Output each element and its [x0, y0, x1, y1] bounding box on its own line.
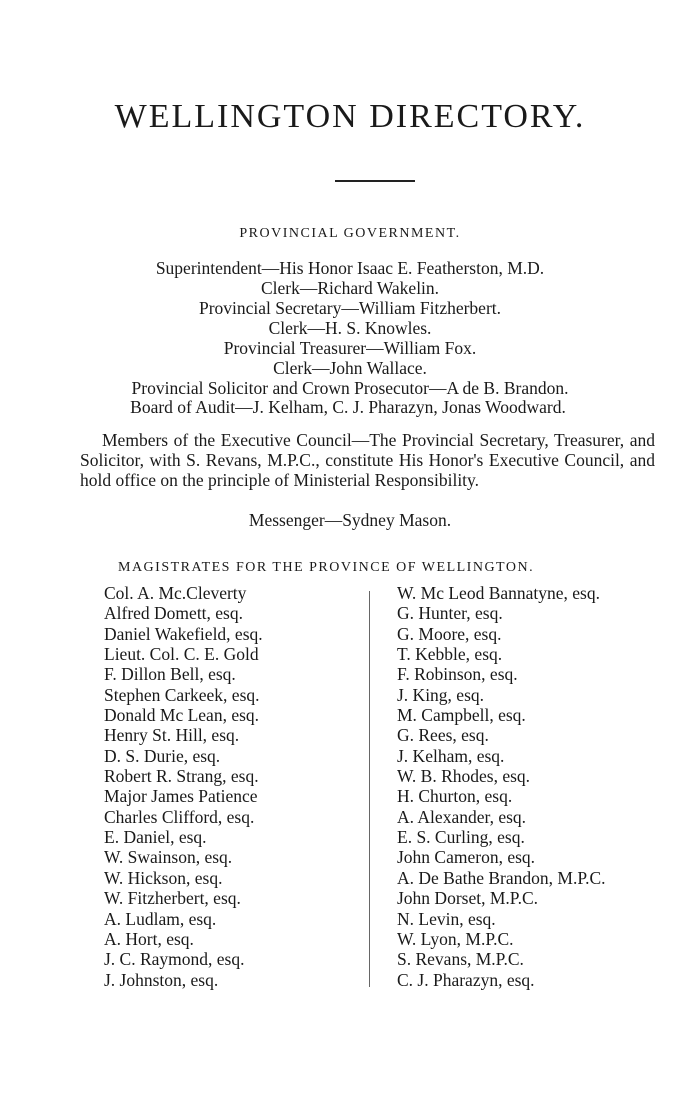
magistrate-entry: Alfred Domett, esq.	[104, 603, 243, 624]
magistrate-entry: S. Revans, M.P.C.	[397, 949, 524, 970]
superintendent-line: Superintendent—His Honor Isaac E. Featherston, M.D.	[155, 258, 545, 278]
magistrate-entry: John Dorset, M.P.C.	[397, 888, 538, 909]
magistrate-entry: W. Swainson, esq.	[104, 847, 233, 868]
magistrate-entry: A. Hort, esq.	[104, 928, 194, 949]
magistrate-entry: N. Levin, esq.	[397, 908, 496, 929]
magistrate-entry: F. Robinson, esq.	[397, 664, 518, 685]
page-title: WELLINGTON DIRECTORY.	[114, 98, 586, 135]
magistrate-entry: J. King, esq.	[397, 684, 485, 705]
board-of-audit-line: Board of Audit—J. Kelham, C. J. Pharazyn, Jonas Woodward.	[130, 397, 566, 417]
magistrate-entry: C. J. Pharazyn, esq.	[397, 969, 535, 990]
magistrate-entry: M. Campbell, esq.	[397, 705, 526, 726]
magistrate-entry: W. Hickson, esq.	[104, 867, 223, 888]
magistrate-entry: D. S. Durie, esq.	[104, 745, 221, 766]
provincial-treasurer-line: Provincial Treasurer—William Fox.	[223, 338, 477, 358]
magistrate-entry: W. Mc Leod Bannatyne, esq.	[397, 583, 600, 603]
magistrate-entry: Col. A. Mc.Cleverty	[104, 583, 247, 603]
magistrate-entry: F. Dillon Bell, esq.	[104, 664, 236, 685]
magistrate-entry: H. Churton, esq.	[397, 786, 513, 807]
magistrate-entry: T. Kebble, esq.	[397, 644, 503, 665]
magistrate-entry: J. Kelham, esq.	[397, 745, 505, 766]
magistrate-entry: W. Lyon, M.P.C.	[397, 928, 514, 949]
magistrate-entry: G. Hunter, esq.	[397, 603, 503, 624]
magistrate-entry: A. De Bathe Brandon, M.P.C.	[397, 867, 606, 888]
superintendent-clerk-line: Clerk—Richard Wakelin.	[260, 278, 440, 298]
column-divider	[369, 591, 370, 987]
provincial-solicitor-line: Provincial Solicitor and Crown Prosecutor—A de B. Brandon.	[131, 378, 569, 398]
magistrate-entry: A. Alexander, esq.	[397, 806, 527, 827]
magistrate-entry: G. Moore, esq.	[397, 623, 502, 644]
magistrate-entry: Daniel Wakefield, esq.	[104, 623, 263, 644]
magistrate-entry: G. Rees, esq.	[397, 725, 489, 746]
magistrates-heading: MAGISTRATES FOR THE PROVINCE OF WELLINGTON.	[118, 560, 535, 575]
magistrate-entry: A. Ludlam, esq.	[104, 908, 217, 929]
provincial-government-heading: PROVINCIAL GOVERNMENT.	[239, 226, 461, 241]
magistrate-entry: W. B. Rhodes, esq.	[397, 766, 531, 787]
magistrate-entry: J. Johnston, esq.	[104, 969, 219, 990]
magistrates-right-column	[397, 583, 606, 990]
magistrates-left-column	[104, 583, 263, 990]
magistrate-entry: Robert R. Strang, esq.	[104, 766, 259, 787]
magistrate-entry: E. Daniel, esq.	[104, 827, 207, 848]
magistrate-entry: Stephen Carkeek, esq.	[104, 684, 260, 705]
magistrate-entry: Lieut. Col. C. E. Gold	[104, 644, 259, 665]
secretary-clerk-line: Clerk—H. S. Knowles.	[268, 318, 432, 338]
magistrate-entry: E. S. Curling, esq.	[397, 827, 525, 848]
provincial-secretary-line: Provincial Secretary—William Fitzherbert.	[198, 298, 502, 318]
magistrate-entry: Major James Patience	[104, 786, 258, 807]
magistrate-entry: J. C. Raymond, esq.	[104, 949, 245, 970]
magistrate-entry: Donald Mc Lean, esq.	[104, 705, 260, 726]
title-rule	[335, 180, 415, 182]
magistrate-entry: W. Fitzherbert, esq.	[104, 888, 241, 909]
magistrate-entry: John Cameron, esq.	[397, 847, 536, 868]
magistrate-entry: Henry St. Hill, esq.	[104, 725, 240, 746]
magistrate-entry: Charles Clifford, esq.	[104, 806, 255, 827]
messenger-line: Messenger—Sydney Mason.	[248, 510, 452, 530]
executive-council-paragraph: Members of the Executive Council—The Provincial Secretary, Treasurer, and Solicitor, with S. Revans, M.P.C., constitute His Honor's Executive Council, and hold office on the principle of Ministerial Responsibility.	[80, 430, 655, 490]
treasurer-clerk-line: Clerk—John Wallace.	[273, 358, 427, 378]
